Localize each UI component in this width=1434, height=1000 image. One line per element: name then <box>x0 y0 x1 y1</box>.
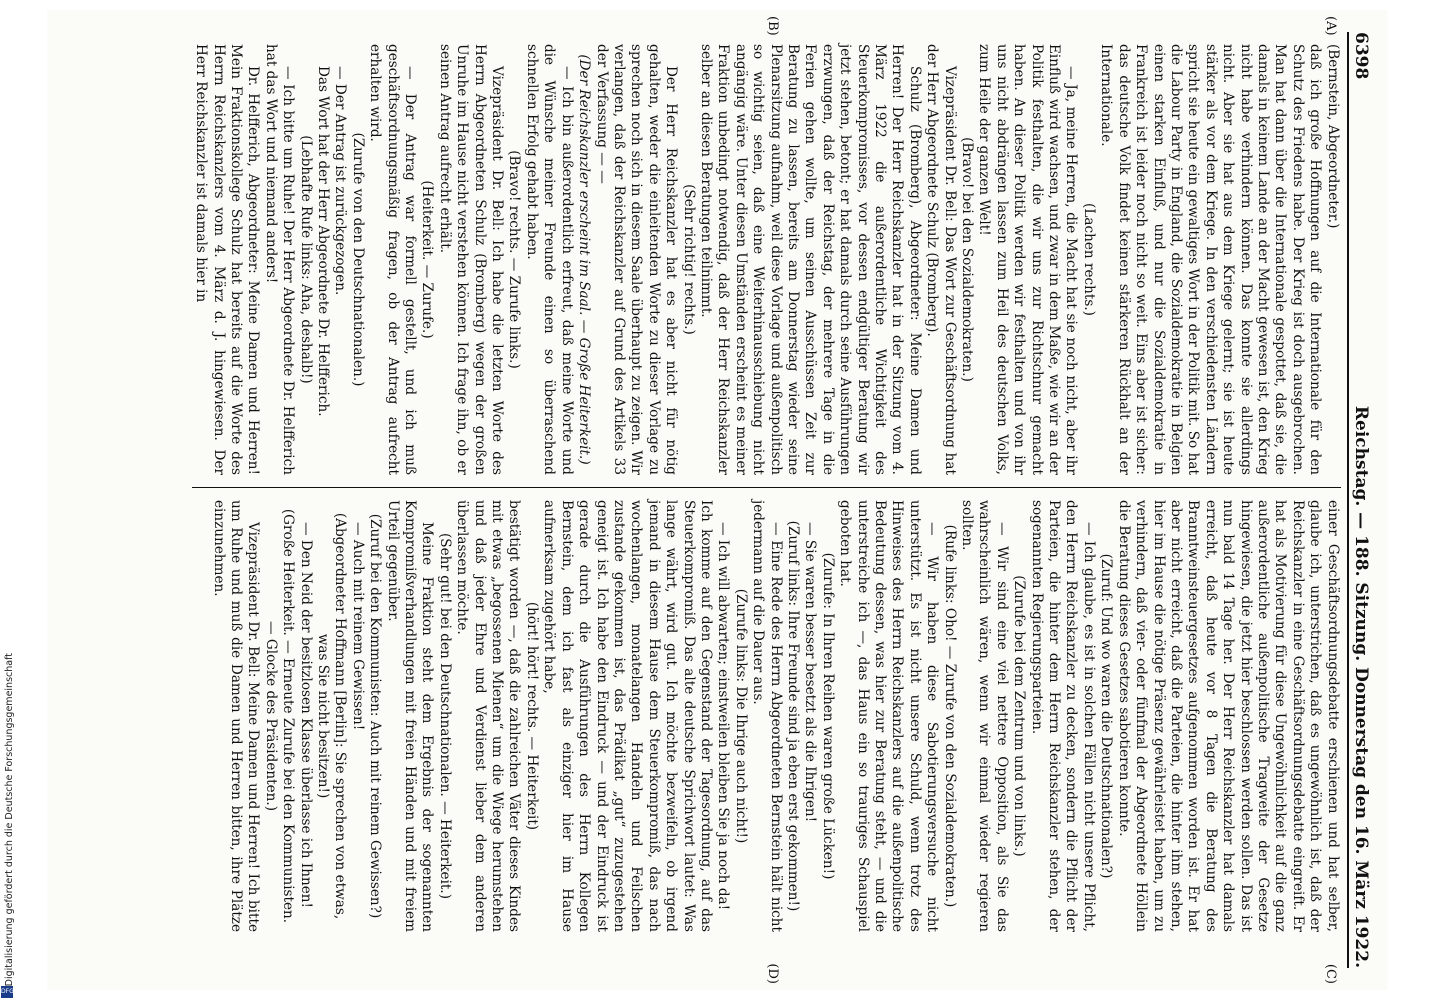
right-column <box>192 488 1341 944</box>
paragraph: (Lachen rechts.) <box>1080 203 1097 316</box>
paragraph: Der Herr Reichskanzler hat es aber nicht für nötig gehalten, weder die einleitenden Worte zu dieser Vorlage zu sprechen noch sich in diesem Saale überhaupt zu zeigen. Wir verlangen, daß der Reichskanzler auf Grund des Artikels 33 der Verfassung — — <box>593 44 680 475</box>
left-column <box>192 32 1341 488</box>
dfg-logo: DFG <box>1 986 13 998</box>
margin-mark-a: (A) <box>1322 16 1338 36</box>
paragraph: (Sehr richtig! rechts.) <box>680 184 697 335</box>
paragraph: (Zuruf links: Ihre Freunde sind ja eben erst gekommen!) <box>785 520 801 912</box>
paragraph: — Ja, meine Herren, die Macht hat sie noch nicht, aber ihr Einfluß wird wachsen, und zwar in dem Maße, wie wir an der Politik festhalten, die wir uns zur Richtschnur gemacht haben. An dieser Politik werden wir festhalten und von ihr uns nicht abdrängen lassen zum Heil des deutschen Volks, zum Heile der ganzen Welt! <box>976 44 1080 475</box>
paragraph: Vizepräsident Dr. Bell: Das Wort zur Geschäftsordnung hat der Herr Abgeordnete Schulz (Bromberg). <box>924 44 958 475</box>
scanned-page <box>47 10 1387 990</box>
paragraph: (Lebhafte Rufe links: Aha, deshalb!) <box>297 135 314 384</box>
paragraph: (Zuruf: Und wo waren die Deutschnationalen?) <box>1098 553 1115 879</box>
paragraph: Das Wort hat der Herr Abgeordnete Dr. Helfferich. <box>315 66 332 417</box>
paragraph: — Auch mit reinem Gewissen! <box>349 522 366 731</box>
paragraph: Ich komme auf den Gegenstand der Tagesordnung, auf das Steuerkompromiß. Das alte deutsche Sprichwort lautet: Was lange währt, wird gut. Ich möchte bezweifeln, ob irgend jemand in diesem Hause dem Steuerkompromiß, das nach wochenlangen, monatelangen Handeln und Feilschen zustande gekommen ist, das Prädikat „gut“ zuzugestehen geneigt ist. Ich habe den Eindruck — und der Eindruck ist gerade durch die Ausführungen des Herrn Kollegen Bernstein, dem ich fast als einziger hier im Hause aufmerksam zugehört habe, <box>541 500 714 932</box>
paragraph: — Ich bitte um Ruhe! Der Herr Abgeordnete Dr. Helfferich hat das Wort und niemand anders! <box>262 44 297 475</box>
paragraph: — Der Antrag ist zurückgezogen. <box>332 66 349 296</box>
paragraph: — Sie waren besser besetzt als die Ihrigen! <box>802 522 819 823</box>
paragraph: — Ich bin außerordentlich erfreut, daß meine Worte und die Wünsche meiner Freunde einen so überraschend schnellen Erfolg gehabt haben. <box>523 44 575 475</box>
paragraph: (Abgeordneter Hoffmann [Berlin]: Sie sprechen von etwas, was Sie nicht besitzen!) <box>315 512 349 920</box>
paragraph: einer Geschäftsordnungsdebatte erschienen und hat selber, glaube ich, unterstrichen, daß es ungewöhnlich ist, daß der Reichskanzler in eine Geschäftsordnungsdebatte eingreift. Er hat als Motivierung für diese Ungewöhnlichkeit auf die ganz außerordentliche außenpolitische Tragweite der Gesetze hingewiesen, die jetzt hier beschlossen werden sollen. Das ist nun bald 14 Tage her. Der Herr Reichskanzler hat damals erreicht, daß heute vor 8 Tagen die Beratung des Branntweinsteuergesetzes aufgenommen worden ist. Er hat aber nicht erreicht, daß die Parteien, die hinter ihm stehen, hier im Hause die nötige Präsenz gewährleistet haben, um zu verhindern, daß vier- oder fünfmal der Abgeordnete Höllein die Beratung dieses Gesetzes sabotieren konnte. <box>1115 500 1341 932</box>
paragraph: (hört! hört! rechts. — Heiterkeit) <box>523 601 540 831</box>
paragraph: (Zurufe von den Deutschnationalen.) <box>349 132 366 387</box>
margin-mark-d: (D) <box>764 963 780 984</box>
page-header <box>1347 32 1369 968</box>
paragraph: (Zurufe: In Ihren Reihen waren große Lücken!) <box>819 552 836 880</box>
paragraph: (Bernstein, Abgeordneter.) <box>1324 44 1341 229</box>
paragraph: — Wir haben diese Sabotierungsversuche nicht unterstützt. Es ist nicht unsere Schuld, wenn trotz des Hinweises des Herrn Reichskanzlers auf die außenpolitische Bedeutung dessen, was hier zur Beratung steht, — und die unterstreiche ich —, das Haus ein so trauriges Schauspiel geboten hat. <box>837 500 941 932</box>
paragraph: (Große Heiterkeit. — Erneute Zurufe bei den Kommunisten. — Glocke des Präsidenten.) <box>262 508 297 924</box>
paragraph: (Sehr gut! bei den Deutschnationalen. — Heiterkeit.) <box>436 532 453 900</box>
page-number: 6398 <box>1351 32 1371 80</box>
margin-mark-b: (B) <box>764 16 780 36</box>
page-title: Reichstag. — 188. Sitzung. Donnerstag den 16. März 1922. <box>1351 405 1371 968</box>
paragraph: — Ich will abwarten; einstweilen bleiben Sie ja noch da! <box>715 522 732 911</box>
digitization-credit: Digitalisierung gefördert durch die Deutsche Forschungsgemeinschaft <box>4 652 15 986</box>
paragraph: daß ich große Hoffnungen auf die Internationale für den Schutz des Friedens habe. Der Krieg ist doch ausgebrochen. Man hat dann über die Internationale gespottet, daß sie, die damals in keinem Lande an der Macht gewesen ist, den Krieg nicht habe verhindern können. Das konnte sie allerdings nicht. Aber sie hat aus dem Kriege gelernt; sie ist heute stärker als vor dem Kriege. In den verschiedensten Ländern spricht sie heute ein gewaltiges Wort in der Politik mit. So hat die Labour Party in England, die Sozialdemokratie in Belgien einen starken Einfluß, und nur die Sozialdemokratie in Frankreich ist leider noch nicht so weit. Eins aber ist sicher: das deutsche Volk findet keinen stärkeren Rückhalt an der Internationale. <box>1098 44 1324 475</box>
paragraph: (Zurufe bei dem Zentrum und von links.) <box>1011 575 1028 857</box>
paragraph: (Bravo! rechts. — Zurufe links.) <box>506 150 523 369</box>
paragraph: Dr. Helfferich, Abgeordneter: Meine Damen und Herren! Mein Fraktionskollege Schulz hat bereits auf die Worte des Herrn Reichskanzlers vom 4. März d. J. hingewiesen. Der Herr Reichskanzler ist damals hier in <box>193 44 262 475</box>
paragraph: — Eine Rede des Herrn Abgeordneten Bernstein hält nicht jedermann auf die Dauer aus. <box>750 500 784 932</box>
paragraph: (Bravo! bei den Sozialdemokraten.) <box>959 137 976 382</box>
paragraph: (Rufe links: Oho! — Zurufe von den Sozialdemokraten.) <box>941 524 958 908</box>
paragraph: Vizepräsident Dr. Bell: Meine Damen und Herren! Ich bitte um Ruhe und muß die Damen und Herren bitten, ihre Plätze einzunehmen. <box>210 500 262 932</box>
paragraph: (Der Reichskanzler erscheint im Saal. — Große Heiterkeit.) <box>576 54 593 465</box>
paragraph: Schulz (Bromberg), Abgeordneter: Meine Damen und Herren! Der Herr Reichskanzler hat in der Sitzung vom 4. März 1922 die außerordentliche Wichtigkeit des Steuerkompromisses, vor dessen endgültiger Beratung wir jetzt stehen, betont; er hat damals durch seine Ausführungen erzwungen, daß der Reichstag, der mehrere Tage in die Ferien gehen wollte, um seinen Ausschüssen Zeit zur Beratung zu lassen, bereits am Donnerstag wieder seine Plenarsitzung aufnahm, weil diese Vorlage und außenpolitisch so wichtig seien, daß eine Weiterhinausschiebung nicht angängig wäre. Unter diesen Umständen erscheint es meiner Fraktion unbedingt notwendig, daß der Herr Reichskanzler selber an diesen Beratungen teilnimmt. <box>697 44 923 475</box>
paragraph: — Den Neid der besitzlosen Klasse überlasse ich Ihnen! <box>297 522 314 909</box>
paragraph: — Der Antrag war formell gestellt, und ich muß geschäftsordnungsmäßig fragen, ob der Antrag aufrecht erhalten wird. <box>367 44 419 475</box>
paragraph: (Zurufe links: Die Ihrige auch nicht!) <box>732 588 749 844</box>
paragraph: Meine Fraktion steht dem Ergebnis der sogenannten Kompromißverhandlungen mit freien Händen und mit freiem Urteil gegenüber. <box>384 500 436 932</box>
paragraph: — Wir sind eine viel nettere Opposition, als Sie das wahrscheinlich wären, wenn wir einmal wieder regieren sollten. <box>959 500 1010 932</box>
paragraph: (Heiterkeit. — Zurufe.) <box>419 180 436 339</box>
paragraph: Vizepräsident Dr. Bell: Ich habe die letzten Worte des Herrn Abgeordneten Schulz (Bromberg) wegen der großen Unruhe im Hause nicht verstehen können. Ich frage ihn, ob er seinen Antrag aufrecht erhält. <box>436 44 506 475</box>
paragraph: — Ich glaube, es ist in solchen Fällen nicht unsere Pflicht, den Herrn Reichskanzler zu decken, sondern die Pflicht der Parteien, die hinter dem Herrn Reichskanzler stehen, der sogenannten Regierungsparteien. <box>1028 500 1097 932</box>
text-columns <box>192 16 1341 984</box>
paragraph: bestätigt worden —, daß die zahlreichen Väter dieses Kindes mit etwas „begossenen Mienen“ um die Wiege herumstehen und daß jeder Ehre und Verdienst lieber dem anderen überlassen möchte. <box>454 500 523 932</box>
paragraph: (Zuruf bei den Kommunisten: Auch mit reinem Gewissen?) <box>367 513 384 919</box>
margin-mark-c: (C) <box>1322 963 1338 984</box>
